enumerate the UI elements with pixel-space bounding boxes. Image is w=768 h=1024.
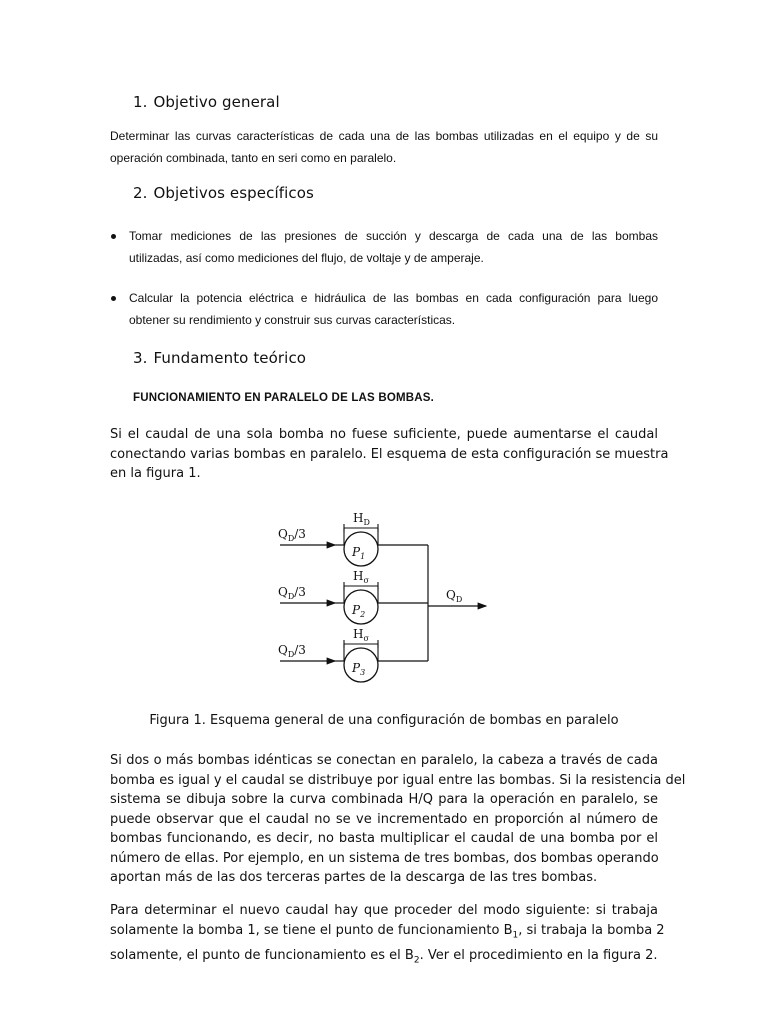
text-line: Determinar las curvas características de cada una de las bombas utilizadas en el equipo y de su — [110, 129, 658, 143]
section-2-title: Objetivos específicos — [153, 184, 314, 202]
text-line: bombas funcionando, es decir, no basta multiplicar el caudal de una bomba por el — [110, 831, 658, 846]
section-3-number: 3. — [133, 349, 148, 367]
text-line: aportan más de las dos terceras partes de la descarga de las tres bombas. — [110, 870, 598, 885]
figure-caption: Figura 1. Esquema general de una configuración de bombas en paralelo — [149, 713, 619, 728]
pump-label-2: $P_2$ — [352, 603, 366, 619]
text-line: conectando varias bombas en paralelo. El esquema de esta configuración se muestra — [110, 446, 669, 462]
section-1-title: Objetivo general — [153, 93, 280, 111]
section-2-heading — [133, 184, 314, 202]
inlet-label-3: $Q_D/3$ — [278, 643, 306, 659]
text-line: utilizadas, así como mediciones del flujo, de voltaje y de amperaje. — [129, 251, 484, 265]
text-line: bomba es igual y el caudal se distribuye por igual entre las bombas. Si la resistencia del — [110, 772, 686, 788]
text-line: Calcular la potencia eléctrica e hidráulica de las bombas en cada configuración para luego — [129, 291, 658, 305]
head-label-3: $H_\sigma$ — [353, 627, 369, 643]
specific-objective-2 — [129, 287, 658, 331]
inlet-label-1: $Q_D/3$ — [278, 527, 306, 543]
section-1-number: 1. — [133, 93, 148, 111]
text-line: en la figura 1. — [110, 466, 201, 481]
outlet-label: $Q_D$ — [446, 588, 463, 604]
inlet-label-2: $Q_D/3$ — [278, 585, 306, 601]
text-line: Si dos o más bombas idénticas se conectan en paralelo, la cabeza a través de cada — [110, 753, 658, 768]
text-line: puede observar que el caudal no se ve incrementado en proporción al número de — [110, 811, 658, 827]
parallel-explanation-paragraph — [110, 751, 686, 888]
objective-general-text — [110, 125, 658, 169]
specific-objective-1 — [129, 225, 658, 269]
head-label-2: $H_\sigma$ — [353, 569, 369, 585]
text-line: solamente la bomba 1, se tiene el punto de funcionamiento $B_1$, si trabaja la bomba 2 — [110, 922, 665, 941]
pump-3 — [278, 627, 428, 682]
text-line: operación combinada, tanto en seri como en paralelo. — [110, 151, 397, 165]
intro-paragraph — [110, 425, 669, 484]
bullet-dot-icon — [111, 234, 116, 239]
bullet-dot-icon — [111, 296, 116, 301]
pump-label-3: $P_3$ — [352, 661, 366, 677]
section-3-title: Fundamento teórico — [153, 349, 307, 367]
procedure-paragraph — [110, 901, 665, 971]
text-line: número de ellas. Por ejemplo, en un sistema de tres bombas, dos bombas operando — [110, 850, 659, 866]
parallel-pump-diagram — [260, 500, 500, 695]
text-line: solamente, el punto de funcionamiento es el $B_2$. Ver el procedimiento en la figura 2. — [110, 947, 658, 966]
section-1-heading — [133, 93, 280, 111]
section-2-number: 2. — [133, 184, 148, 202]
pump-label-1: $P_1$ — [352, 545, 366, 561]
text-line: Tomar mediciones de las presiones de succión y descarga de cada una de las bombas — [129, 229, 658, 243]
head-label-1: $H_D$ — [353, 511, 370, 527]
text-line: obtener su rendimiento y construir sus curvas características. — [129, 313, 456, 327]
section-3-heading — [133, 349, 306, 367]
pump-1 — [278, 511, 428, 566]
text-line: sistema se dibuja sobre la curva combinada H/Q para la operación en paralelo, se — [110, 792, 658, 807]
subheading: FUNCIONAMIENTO EN PARALELO DE LAS BOMBAS. — [133, 392, 435, 404]
text-line: Para determinar el nuevo caudal hay que proceder del modo siguiente: si trabaja — [110, 903, 658, 918]
text-line: Si el caudal de una sola bomba no fuese suficiente, puede aumentarse el caudal — [110, 427, 658, 442]
pump-2 — [278, 569, 428, 624]
